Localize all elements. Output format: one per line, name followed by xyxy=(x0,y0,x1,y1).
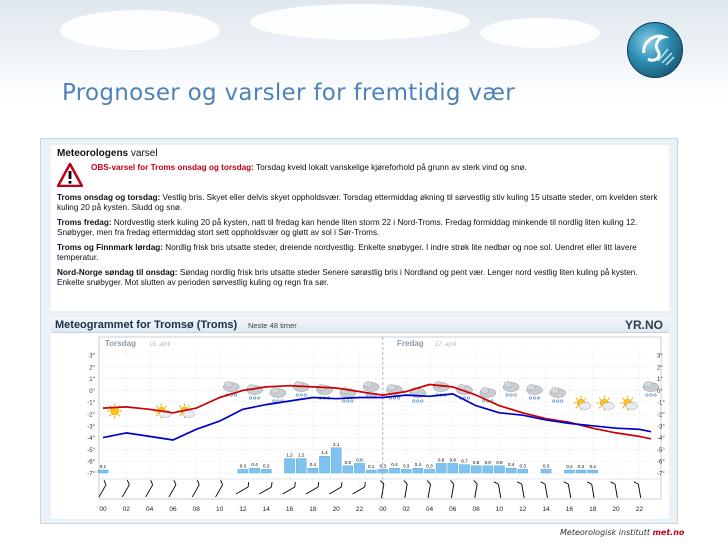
precip-label: 2.1 xyxy=(332,441,340,447)
cloud-shape xyxy=(527,385,535,391)
precip-label: 0.6 xyxy=(472,459,480,465)
forecast-paragraph: Nord-Norge søndag til onsdag: Søndag nordlig frisk bris utsatte steder Senere sørøstlig bris i Nordland og pent vær. Lenger nord vestlig liten kuling på kysten. Enkelte snøbyger. Mot slutten av perioden sørvestlig kuling og regn fra sør. xyxy=(57,268,638,287)
x-tick-label: 02 xyxy=(402,506,410,513)
x-tick-label: 20 xyxy=(332,506,340,513)
precip-label: 0.4 xyxy=(251,462,258,468)
precip-bar xyxy=(331,448,341,473)
precip-bar xyxy=(448,463,458,473)
precip-label: 1.4 xyxy=(321,450,328,456)
precip-bar xyxy=(401,469,411,473)
x-tick-label: 22 xyxy=(355,506,364,513)
x-tick-label: 22 xyxy=(635,506,643,513)
cloud-shape xyxy=(224,382,232,388)
precip-label: 0.6 xyxy=(496,459,503,465)
y-tick-label-right: 1° xyxy=(657,377,663,384)
precip-bar xyxy=(506,468,516,473)
cloud-shape xyxy=(579,403,591,410)
x-tick-label: 18 xyxy=(309,506,317,513)
snowflake xyxy=(537,397,539,399)
precip-bar xyxy=(471,466,481,473)
day2-date: 17. april xyxy=(435,342,457,348)
y-tick-label-left: -4° xyxy=(87,436,95,443)
day2-label: Fredag xyxy=(397,339,424,348)
snowflake xyxy=(296,394,298,396)
precip-label: 0.3 xyxy=(239,463,247,469)
precip-label: 0.6 xyxy=(344,459,352,465)
x-tick-label: 12 xyxy=(519,506,527,513)
snowflake xyxy=(347,400,349,402)
precip-bar xyxy=(588,470,598,473)
snowflake xyxy=(553,400,555,402)
precip-label: 0.2 xyxy=(589,464,596,469)
y-tick-label-right: -6° xyxy=(657,459,665,466)
x-tick-label: 20 xyxy=(612,506,620,513)
precip-bar xyxy=(378,469,388,473)
precip-label: 0.3 xyxy=(263,463,270,469)
snowflake xyxy=(510,394,512,396)
precip-label: 0.3 xyxy=(402,463,410,469)
precip-label: 0.6 xyxy=(484,459,491,465)
precip-bar xyxy=(238,469,248,473)
footer-brand[interactable]: met.no xyxy=(652,528,685,537)
warning-triangle-icon xyxy=(57,163,83,187)
forecast-heading: Meteorologens varsel xyxy=(57,148,158,159)
snowflake xyxy=(529,397,531,399)
footer-text: Meteorologisk institutt xyxy=(560,528,651,537)
snowflake xyxy=(413,400,415,402)
x-tick-label: 04 xyxy=(146,506,154,513)
cloud-shape xyxy=(626,403,638,410)
snowflake xyxy=(646,394,648,396)
cloud-shape xyxy=(271,388,279,394)
y-tick-label-left: -7° xyxy=(87,471,95,478)
precip-bar xyxy=(308,468,318,473)
cloud-shape xyxy=(551,388,559,394)
precip-label: 0.2 xyxy=(566,464,573,469)
y-tick-label-left: -1° xyxy=(87,400,95,407)
sun-icon xyxy=(107,404,122,419)
y-tick-label-right: 0° xyxy=(657,388,663,395)
day1-date: 16. april xyxy=(149,342,171,348)
precip-bar xyxy=(494,466,504,473)
precip-bar xyxy=(459,465,469,473)
cloud-shape xyxy=(504,382,512,388)
x-tick-label: 14 xyxy=(262,506,270,513)
snowflake xyxy=(654,394,656,396)
snowflake xyxy=(506,394,508,396)
y-tick-label-right: -2° xyxy=(657,412,665,419)
forecast-paragraph: Troms fredag: Nordvestlig sterk kuling 20 på kysten, natt til fredag kan hende liten storm 22 i Nord-Troms. Fredag formiddag minkende til nordlig liten kuling 12. Snøbyger, men fra fredag ettermiddag stort sett oppholdsvær og gløtt av sol i Sør-Troms. xyxy=(57,218,638,237)
precip-label: 0.4 xyxy=(391,462,398,468)
precip-label: 0.7 xyxy=(461,458,468,464)
cloud-shape xyxy=(602,403,614,410)
precip-bar xyxy=(261,469,271,473)
institute-globe-logo xyxy=(627,22,683,78)
precip-bar xyxy=(389,468,399,473)
precip-label: 0.3 xyxy=(519,463,526,469)
snowflake xyxy=(514,394,516,396)
x-tick-label: 00 xyxy=(379,506,387,513)
snowflake xyxy=(304,394,306,396)
snowflake xyxy=(351,400,353,402)
snowflake xyxy=(483,400,485,402)
precip-label: 0.4 xyxy=(414,462,422,468)
footer xyxy=(560,528,684,537)
snowflake xyxy=(300,394,302,396)
y-tick-label-right: -5° xyxy=(657,447,665,454)
x-tick-label: 06 xyxy=(169,506,177,513)
precip-bar xyxy=(576,470,586,473)
precip-bar xyxy=(319,456,329,473)
y-tick-label-left: 3° xyxy=(89,353,95,360)
precip-label: 1.2 xyxy=(298,452,305,458)
precip-bar xyxy=(541,469,551,473)
snowflake xyxy=(533,397,535,399)
snowflake xyxy=(273,400,275,402)
precip-label: 0.8 xyxy=(449,457,456,463)
snowflake xyxy=(234,394,236,396)
y-tick-label-right: -3° xyxy=(657,424,665,431)
y-tick-label-right: 2° xyxy=(657,365,663,372)
precip-label: 0.8 xyxy=(437,457,445,463)
snowflake xyxy=(397,397,399,399)
x-tick-label: 00 xyxy=(99,506,107,513)
obs-warning xyxy=(57,163,663,187)
snowflake xyxy=(561,400,563,402)
cloud-decoration xyxy=(480,18,600,48)
precip-label: 0.1 xyxy=(99,464,107,469)
cloud-decoration xyxy=(60,10,220,50)
precip-label: 0.4 xyxy=(309,462,317,468)
precip-bar xyxy=(483,466,493,473)
snowflake xyxy=(650,394,652,396)
snowflake xyxy=(253,397,255,399)
precip-label: 0.3 xyxy=(426,463,433,469)
day1-label: Torsdag xyxy=(105,339,136,348)
precip-bar xyxy=(249,468,259,473)
precip-label: 0.3 xyxy=(542,463,550,469)
snowflake xyxy=(343,400,345,402)
precip-bar xyxy=(98,470,108,473)
cloud-shape xyxy=(481,388,489,394)
yr-logo[interactable]: YR.NO xyxy=(624,318,663,332)
meteogram-chart xyxy=(51,335,669,519)
precip-bar xyxy=(354,463,364,473)
precip-bar xyxy=(296,459,306,473)
precip-label: 1.2 xyxy=(286,452,293,458)
precip-label: 0.2 xyxy=(577,464,585,469)
meteogram-subtitle: Neste 48 timer xyxy=(248,321,297,330)
y-tick-label-right: -1° xyxy=(657,400,665,407)
y-tick-label-left: 2° xyxy=(89,365,95,372)
precip-label: 0.8 xyxy=(356,457,363,463)
forecast-paragraph: Troms onsdag og torsdag: Vestlig bris. Skyet eller delvis skyet oppholdsvær. Torsdag ettermiddag økning til sørvestlig stiv kuling 15 utsatte steder, om kvelden sterk kuling 20 på kysten. Sludd og snø. xyxy=(57,193,658,212)
meteogram xyxy=(51,317,669,519)
forecast-text-box xyxy=(51,145,669,311)
y-tick-label-right: 3° xyxy=(657,353,663,360)
forecast-paragraph: Troms og Finnmark lørdag: Nordlig frisk bris utsatte steder, dreiende nordvestlig. Enkelte snøbyger. I indre strøk lite nedbør og noe sol. Uendret eller litt lavere temperatur. xyxy=(57,243,637,262)
y-tick-label-left: 1° xyxy=(89,377,95,384)
precip-bar xyxy=(564,470,574,473)
meteogram-title: Meteogrammet for Tromsø (Troms) xyxy=(55,319,238,331)
snowflake xyxy=(257,397,259,399)
precip-bar xyxy=(343,466,353,473)
y-tick-label-left: -3° xyxy=(87,424,95,431)
precip-bar xyxy=(424,469,434,473)
precip-bar xyxy=(413,468,423,473)
page-title: Prognoser og varsler for fremtidig vær xyxy=(62,80,515,106)
snowflake xyxy=(421,400,423,402)
precip-bar xyxy=(518,469,528,473)
cloud-decoration xyxy=(250,4,470,40)
snowflake xyxy=(557,400,559,402)
cloud-shape xyxy=(183,411,195,418)
x-tick-label: 10 xyxy=(215,506,224,513)
x-tick-label: 06 xyxy=(449,506,457,513)
precip-bar xyxy=(284,459,294,473)
x-tick-label: 18 xyxy=(589,506,597,513)
x-tick-label: 10 xyxy=(495,506,504,513)
obs-label: OBS-varsel for Troms onsdag og torsdag: xyxy=(91,163,254,172)
snowflake xyxy=(467,397,469,399)
cloud-shape xyxy=(644,382,652,388)
y-tick-label-left: -2° xyxy=(87,412,95,419)
snowflake xyxy=(366,394,368,396)
precip-bar xyxy=(436,463,446,473)
precip-label: 0.3 xyxy=(379,463,387,469)
x-tick-label: 04 xyxy=(425,506,434,513)
y-tick-label-right: -4° xyxy=(657,436,665,443)
y-tick-label-left: -5° xyxy=(87,447,95,454)
obs-text: Torsdag kveld lokalt vanskelige kjøreforhold på grunn av sterk vind og snø. xyxy=(253,163,527,172)
precip-bar xyxy=(366,470,376,473)
content-panel xyxy=(40,138,678,524)
cloud-shape xyxy=(364,382,372,388)
x-tick-label: 08 xyxy=(472,506,480,513)
x-tick-label: 02 xyxy=(122,506,130,513)
x-tick-label: 16 xyxy=(565,506,574,513)
meteogram-header xyxy=(51,317,669,333)
snowflake xyxy=(417,400,419,402)
x-tick-label: 14 xyxy=(542,506,550,513)
y-tick-label-left: 0° xyxy=(89,388,95,395)
precip-label: 0.1 xyxy=(367,464,375,469)
x-tick-label: 12 xyxy=(239,506,247,513)
cloud-shape xyxy=(387,385,395,391)
y-tick-label-right: -7° xyxy=(657,471,665,478)
y-tick-label-left: -6° xyxy=(87,459,95,466)
x-tick-label: 16 xyxy=(285,506,294,513)
plot-area xyxy=(99,337,661,499)
snowflake xyxy=(249,397,251,399)
precip-label: 0.4 xyxy=(507,462,515,468)
x-tick-label: 08 xyxy=(192,506,200,513)
